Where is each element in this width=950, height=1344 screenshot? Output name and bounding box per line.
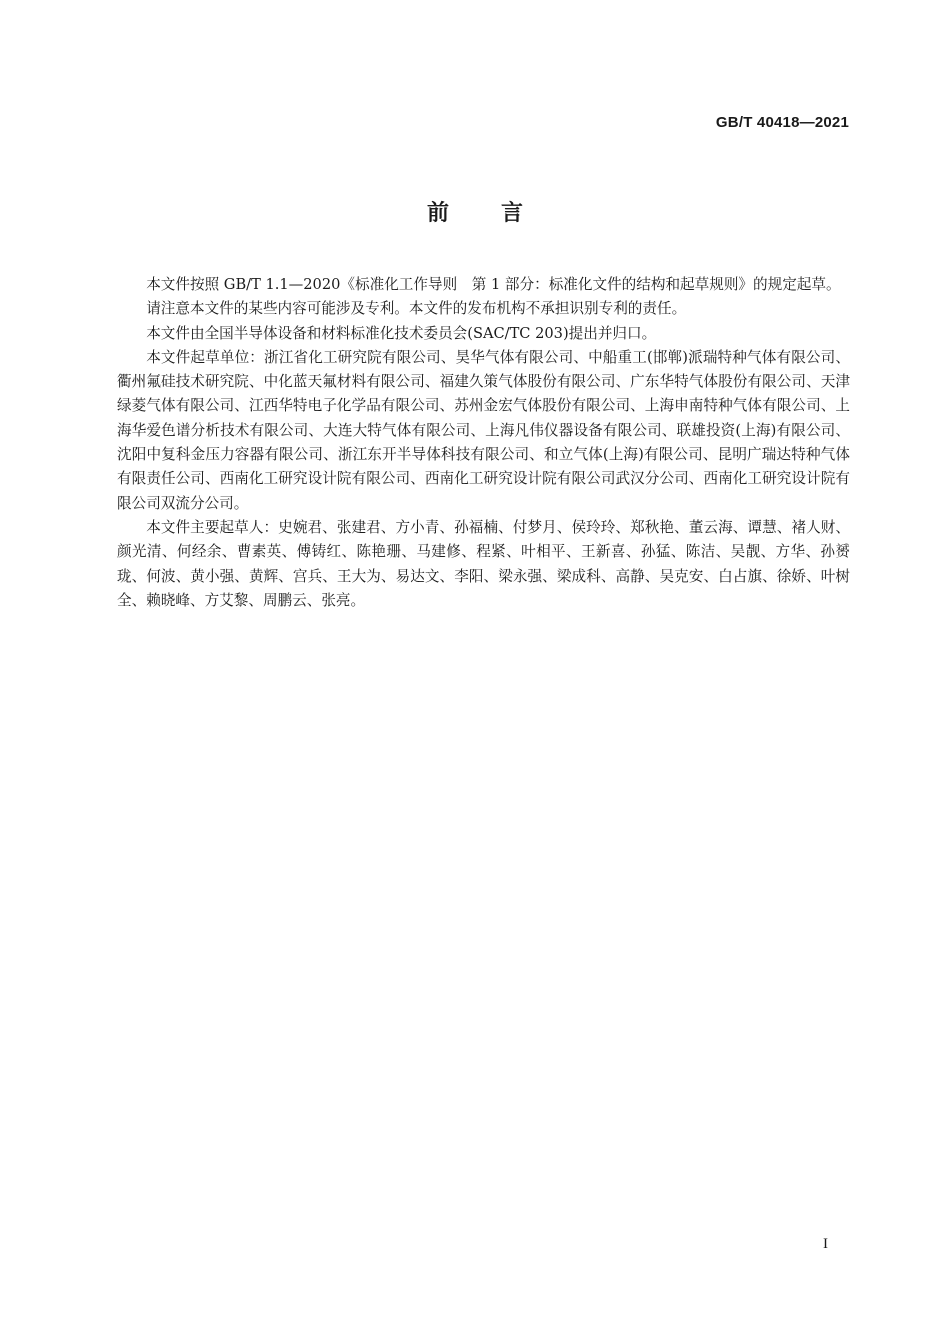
page-number: I: [823, 1236, 828, 1252]
paragraph-proposer: 本文件由全国半导体设备和材料标准化技术委员会(SAC/TC 203)提出并归口。: [146, 324, 657, 342]
paragraph-drafting-rules: 本文件按照 GB/T 1.1—2020《标准化工作导则 第 1 部分：标准化文件的结构和起草规则》的规定起草。: [146, 276, 841, 293]
section-title: 前言: [426, 201, 575, 226]
paragraph-drafting-units: 本文件起草单位：浙江省化工研究院有限公司、昊华气体有限公司、中船重工(邯郸)派瑞特种气体有限公司、衢州氟硅技术研究院、中化蓝天氟材料有限公司、福建久策气体股份有限公司、广东华特气体股份有限公司、天津绿菱气体有限公司、江西华特电子化学品有限公司、苏州金宏气体股份有限公司、上海申南特种气体有限公司、上海华爱色谱分析技术有限公司、大连大特气体有限公司、上海凡伟仪器设备有限公司、联雄投资(上海)有限公司、沈阳中复科金压力容器有限公司、浙江东开半导体科技有限公司、和立气体(上海)有限公司、昆明广瑞达特种气体有限责任公司、西南化工研究设计院有限公司、西南化工研究设计院有限公司武汉分公司、西南化工研究设计院有限公司双流分公司。: [117, 348, 850, 512]
paragraph-drafters: 本文件主要起草人：史婉君、张建君、方小青、孙福楠、付梦月、侯玲玲、郑秋艳、董云海、谭慧、褚人财、颜光清、何经余、曹素英、傅铸红、陈艳珊、马建修、程紧、叶相平、王新喜、孙猛、陈洁、吴靓、方华、孙赟珑、何波、黄小强、黄辉、宫兵、王大为、易达文、李阳、梁永强、梁成科、高静、吴克安、白占旗、徐娇、叶树全、赖晓峰、方艾黎、周鹏云、张亮。: [117, 518, 850, 609]
body-text: [117, 273, 850, 613]
standard-code: GB/T 40418—2021: [715, 114, 849, 131]
paragraph-patent-notice: 请注意本文件的某些内容可能涉及专利。本文件的发布机构不承担识别专利的责任。: [146, 300, 687, 318]
